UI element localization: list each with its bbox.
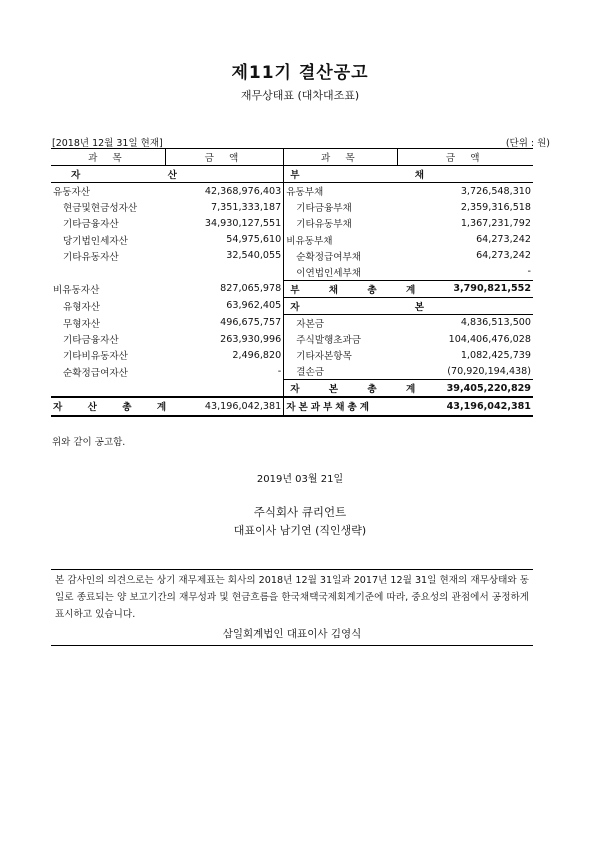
table-row bbox=[51, 166, 533, 183]
row-left-amount: 827,065,978 bbox=[165, 280, 283, 297]
row-left-amount: 42,368,976,403 bbox=[165, 183, 283, 200]
header-account-right: 과 목 bbox=[284, 149, 398, 166]
row-left-amount: 2,496,820 bbox=[165, 347, 283, 363]
section-assets: 자 산 bbox=[51, 166, 165, 183]
table-row bbox=[51, 264, 533, 281]
row-right-amount: 1,367,231,792 bbox=[460, 217, 531, 229]
row-left-label: 비유동자산 bbox=[53, 284, 100, 296]
row-left-label: 무형자산 bbox=[63, 318, 101, 330]
row-right-label: 기타유동부채 bbox=[296, 219, 352, 231]
total-assets-amount: 43,196,042,381 bbox=[165, 397, 283, 415]
total-liabilities-equity-amount: 43,196,042,381 bbox=[398, 397, 533, 415]
table-row bbox=[51, 231, 533, 247]
row-right-label: 비유동부채 bbox=[286, 235, 333, 247]
audit-opinion-box bbox=[51, 569, 533, 646]
row-right-amount: 3,726,548,310 bbox=[460, 185, 531, 197]
row-left-amount: 496,675,757 bbox=[165, 314, 283, 331]
row-right-amount: 2,359,316,518 bbox=[460, 201, 531, 213]
row-right-label: 순확정급여부채 bbox=[296, 251, 362, 263]
row-left-label: 기타금융자산 bbox=[63, 219, 119, 231]
issue-date: 2019년 03월 21일 bbox=[256, 474, 344, 485]
section-equity: 자 본 bbox=[284, 297, 398, 314]
table-row bbox=[51, 347, 533, 363]
table-row bbox=[51, 331, 533, 347]
row-left-label: 순확정급여자산 bbox=[63, 367, 128, 379]
total-liabilities-equity-label: 자본과부채총계 bbox=[284, 397, 398, 415]
row-right-amount: 1,082,425,739 bbox=[460, 349, 531, 361]
row-right-label: 기타자본항목 bbox=[296, 351, 352, 363]
page-title: 제11기 결산공고 bbox=[231, 63, 369, 83]
table-row bbox=[51, 199, 533, 215]
company-name: 주식회사 큐리언트 bbox=[253, 505, 347, 519]
row-left-label: 유형자산 bbox=[63, 301, 101, 313]
row-left-amount: 263,930,996 bbox=[165, 331, 283, 347]
table-row bbox=[51, 248, 533, 264]
table-row bbox=[51, 297, 533, 314]
row-left-amount: 7,351,333,187 bbox=[165, 199, 283, 215]
header-account-left: 과 목 bbox=[51, 149, 165, 166]
total-equity-amount: 39,405,220,829 bbox=[398, 380, 533, 398]
row-left-label: 유동자산 bbox=[53, 187, 91, 199]
row-left-amount: 34,930,127,551 bbox=[165, 215, 283, 231]
report-date: [2018년 12월 31일 현재] bbox=[52, 138, 163, 149]
table-header bbox=[51, 149, 533, 166]
row-right-label: 자본금 bbox=[296, 318, 324, 330]
row-right-amount: 4,836,513,500 bbox=[460, 317, 531, 329]
row-right-label: 유동부채 bbox=[286, 187, 324, 199]
row-left-amount: 32,540,055 bbox=[165, 248, 283, 264]
total-assets-label: 자 산 총 계 bbox=[51, 397, 165, 415]
total-liabilities-amount: 3,790,821,552 bbox=[398, 280, 533, 297]
announcement-note: 위와 같이 공고함. bbox=[52, 437, 126, 448]
row-right-amount: (70,920,194,438) bbox=[447, 365, 531, 377]
table-row-totals bbox=[51, 397, 533, 415]
header-amount-left: 금 액 bbox=[165, 149, 283, 166]
table-row bbox=[51, 314, 533, 331]
row-left-label: 기타금융자산 bbox=[63, 335, 119, 347]
audit-opinion-text: 본 감사인의 의견으로는 상기 재무제표는 회사의 2018년 12월 31일과 2017년 12월 31일 현재의 재무상태와 동일로 종료되는 양 보고기간의 재무성과 및 현금흐름을 한국채택국제회계기준에 따라, 중요성의 관점에서 공정하게 표시하고 있습니다. bbox=[55, 575, 529, 620]
table-row bbox=[51, 215, 533, 231]
table-row bbox=[51, 183, 533, 200]
row-left-label bbox=[51, 380, 165, 398]
row-left-amount: 54,975,610 bbox=[165, 231, 283, 247]
row-right-label: 이연법인세부채 bbox=[296, 267, 362, 279]
table-row bbox=[51, 363, 533, 380]
total-liabilities-label: 부 채 총 계 bbox=[284, 280, 398, 297]
row-right-label: 결손금 bbox=[296, 367, 324, 379]
page-subtitle: 재무상태표 (대차대조표) bbox=[240, 89, 360, 102]
row-left-amount bbox=[165, 264, 283, 281]
row-left-label: 기타유동자산 bbox=[63, 251, 119, 263]
row-right-amount: - bbox=[527, 266, 531, 278]
row-left-label: 당기법인세자산 bbox=[63, 235, 128, 247]
row-left-label: 기타비유동자산 bbox=[63, 351, 128, 363]
auditor-signature: 삼일회계법인 대표이사 김영식 bbox=[222, 628, 362, 640]
row-left-label: 현금및현금성자산 bbox=[63, 203, 138, 215]
row-right-amount: 64,273,242 bbox=[476, 250, 531, 262]
row-left-amount bbox=[165, 380, 283, 398]
row-right-amount: 64,273,242 bbox=[476, 234, 531, 246]
table-row bbox=[51, 280, 533, 297]
row-right-label: 기타금융부채 bbox=[296, 203, 352, 215]
representative: 대표이사 남기연 (직인생략) bbox=[233, 524, 367, 537]
balance-sheet-table bbox=[51, 148, 533, 417]
row-left-amount: 63,962,405 bbox=[165, 297, 283, 314]
row-left-label bbox=[51, 264, 165, 281]
row-right-amount: 104,406,476,028 bbox=[448, 333, 531, 345]
header-amount-right: 금 액 bbox=[398, 149, 533, 166]
total-equity-label: 자 본 총 계 bbox=[284, 380, 398, 398]
row-right-label: 주식발행초과금 bbox=[296, 335, 362, 347]
table-row bbox=[51, 380, 533, 398]
section-liabilities: 부 채 bbox=[284, 166, 398, 183]
row-left-amount: - bbox=[165, 363, 283, 380]
unit-label: (단위 : 원) bbox=[505, 138, 550, 149]
